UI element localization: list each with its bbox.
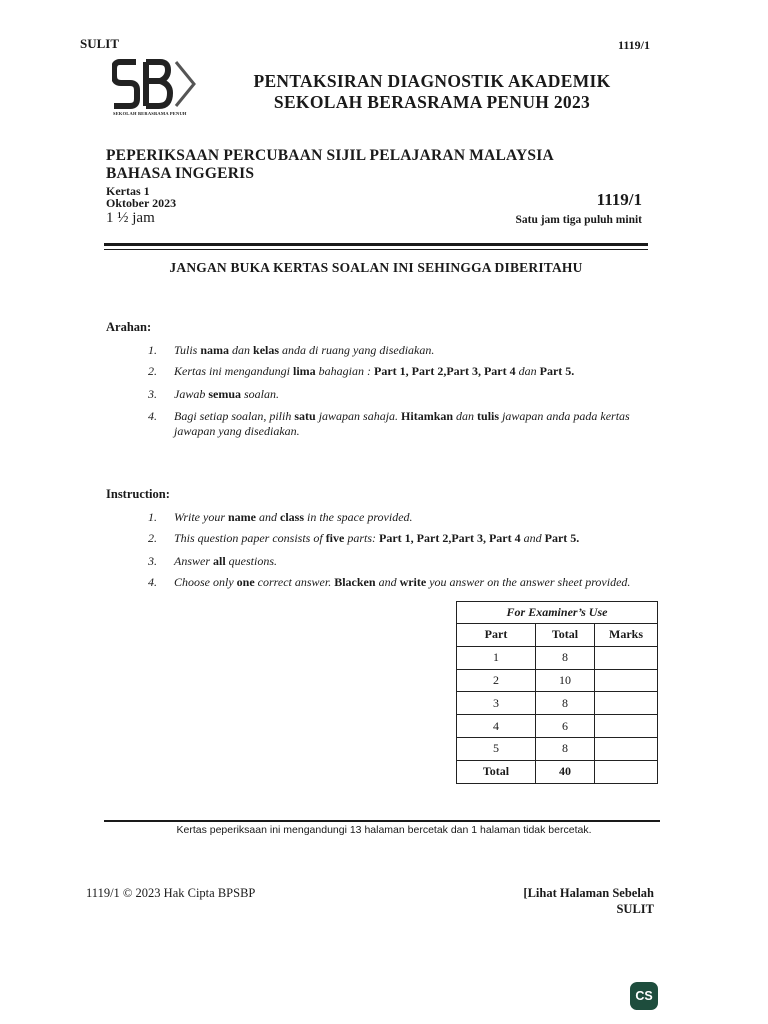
instruction-item-3: 3. Answer all questions.	[148, 554, 278, 568]
header-rule	[104, 243, 648, 246]
cell-total-label: Total	[457, 760, 536, 783]
table-row	[457, 669, 658, 692]
examiner-table	[456, 601, 658, 784]
cell-marks[interactable]	[595, 737, 658, 760]
cell-total: 6	[536, 715, 595, 738]
classification-label: SULIT	[80, 36, 120, 51]
header-marks: Marks	[595, 624, 658, 647]
cell-total: 8	[536, 692, 595, 715]
exam-date: Oktober 2023	[106, 196, 177, 210]
exam-name	[106, 147, 554, 183]
arahan-item-4: 4. Bagi setiap soalan, pilih satu jawapan sahaja. Hitamkan dan tulis jawapan anda pada kertas jawapan yang disediakan.	[148, 409, 630, 438]
copyright: 1119/1 © 2023 Hak Cipta BPSBP	[86, 886, 256, 900]
table-row	[457, 646, 658, 669]
arahan-item-2: 2. Kertas ini mengandungi lima bahagian : Part 1, Part 2,Part 3, Part 4 dan Part 5.	[148, 364, 575, 378]
instruction-heading: Instruction:	[106, 487, 170, 501]
cell-marks[interactable]	[595, 715, 658, 738]
cell-total-value: 40	[536, 760, 595, 783]
table-row	[457, 715, 658, 738]
cell-total: 8	[536, 737, 595, 760]
title-line-2: SEKOLAH BERASRAMA PENUH 2023	[273, 92, 591, 112]
table-header-row	[457, 624, 658, 647]
next-page-label: [Lihat Halaman Sebelah	[523, 886, 654, 900]
table-total-row	[457, 760, 658, 783]
cell-part: 2	[457, 669, 536, 692]
table-row	[457, 737, 658, 760]
title-line-1: PENTAKSIRAN DIAGNOSTIK AKADEMIK	[253, 71, 611, 91]
cell-marks[interactable]	[595, 646, 658, 669]
instruction-item-2: 2. This question paper consists of five parts: Part 1, Part 2,Part 3, Part 4 and Part 5.	[148, 531, 580, 545]
warning-text: JANGAN BUKA KERTAS SOALAN INI SEHINGGA DIBERITAHU	[169, 260, 583, 275]
camscanner-badge-icon: CS	[630, 982, 658, 1010]
exam-name-line: PEPERIKSAAN PERCUBAAN SIJIL PELAJARAN MALAYSIA	[106, 147, 554, 164]
cell-part: 5	[457, 737, 536, 760]
cell-total-marks[interactable]	[595, 760, 658, 783]
footer-rule	[104, 820, 660, 822]
arahan-item-1: 1. Tulis nama dan kelas anda di ruang yang disediakan.	[148, 343, 435, 357]
cell-marks[interactable]	[595, 692, 658, 715]
examiner-table-caption: For Examiner’s Use	[457, 602, 658, 624]
cell-part: 4	[457, 715, 536, 738]
paper-label: Kertas 1	[106, 184, 150, 198]
cell-total: 8	[536, 646, 595, 669]
paper-code: 1119/1	[596, 190, 642, 209]
table-row	[457, 692, 658, 715]
instruction-item-4: 4. Choose only one correct answer. Blacken and write you answer on the answer sheet provided.	[148, 575, 631, 589]
arahan-heading: Arahan:	[106, 320, 152, 334]
footer-classification: SULIT	[616, 902, 654, 916]
arahan-item-3: 3. Jawab semua soalan.	[148, 387, 280, 401]
header-rule-thin	[104, 249, 648, 250]
cell-part: 3	[457, 692, 536, 715]
duration-words: Satu jam tiga puluh minit	[515, 214, 642, 226]
header-total: Total	[536, 624, 595, 647]
page-count-note: Kertas peperiksaan ini mengandungi 13 halaman bercetak dan 1 halaman tidak bercetak.	[176, 824, 592, 836]
cell-part: 1	[457, 646, 536, 669]
header-part: Part	[457, 624, 536, 647]
next-page-note	[523, 885, 654, 917]
cell-total: 10	[536, 669, 595, 692]
cell-marks[interactable]	[595, 669, 658, 692]
logo-caption: SEKOLAH BERASRAMA PENUH	[113, 111, 187, 116]
subject-line: BAHASA INGGERIS	[106, 165, 255, 182]
duration: 1 ½ jam	[106, 210, 155, 226]
instruction-item-1: 1. Write your name and class in the space provided.	[148, 510, 413, 524]
paper-code-top: 1119/1	[617, 38, 650, 52]
